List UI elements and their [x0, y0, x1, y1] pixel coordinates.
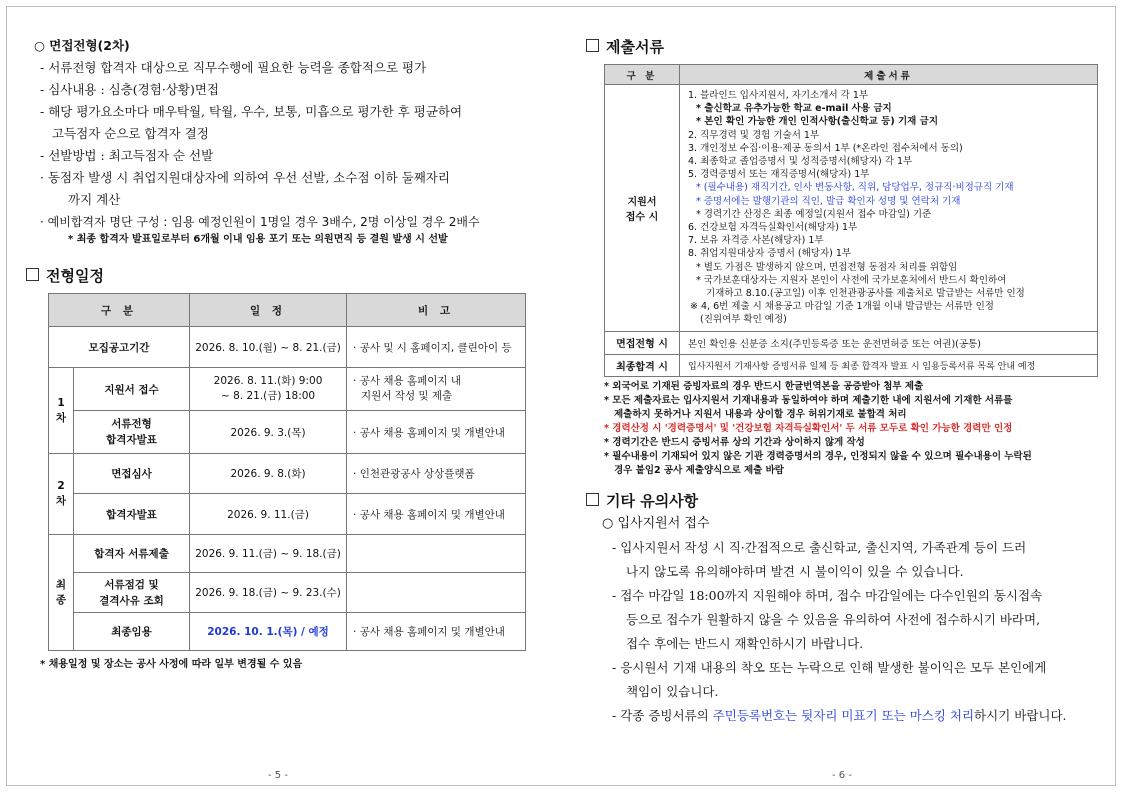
page-number-right: - 6 -	[832, 770, 852, 781]
interview-line: · 동점자 발생 시 취업지원대상자에 의하여 우선 선발, 소수점 이하 둘째자리	[40, 170, 450, 185]
interview-line: 고득점자 순으로 합격자 결정	[52, 126, 209, 141]
interview-line: - 해당 평가요소마다 매우탁월, 탁월, 우수, 보통, 미흡으로 평가한 후 평균하여	[40, 104, 463, 119]
misc-heading: 기타 유의사항	[586, 490, 1100, 512]
interview-line: - 선발방법 : 최고득점자 순 선발	[40, 148, 214, 163]
schedule-header-note: 비 고	[347, 294, 526, 327]
checkbox-square-icon	[26, 268, 39, 281]
left-page	[34, 36, 534, 672]
table-row: 최 종 합격자 서류제출 2026. 9. 11.(금) ~ 9. 18.(금)	[49, 535, 526, 573]
documents-header-category: 구 분	[605, 65, 680, 85]
interview-line: - 심사내용 : 심층(경험·상황)면접	[40, 82, 219, 97]
table-row: 최종합격 시 입사지원서 기재사항 증빙서류 일체 등 최종 합격자 발표 시 임용등록서류 목록 안내 예정	[605, 354, 1098, 376]
documents-header-docs: 제출서류	[680, 65, 1098, 85]
interview-line: 까지 계산	[68, 192, 121, 207]
checkbox-square-icon	[586, 493, 599, 506]
table-row: 지원서 접수 시 1. 블라인드 입사지원서, 자기소개서 각 1부 * 출신학교 유추가능한 학교 e-mail 사용 금지 * 본인 확인 가능한 개인 인적사항(출신학교 등) 기재 금지 2. 직무경력 및 경험 기술서 1부 3. 개인정보 수집·이용·제공 동의서 1부 (*온라인 접수처에서 동의) 4. 최종학교 졸업증명서 및 성적증명서(해당자) 각 1부 5. 경력증명서 또는 재직증명서(해당자) 1부 * (필수내용) 재직기간, 인사 변동사항, 직위, 담당업무, 정규직·비정규직 기재 * 증명서에는 발행기관의 직인, 발급 확인자 성명 및 연락처 기재 * 경력기간 산정은 최종 예정일(지원서 접수 마감일) 기준 6. 건강보험 자격득실확인서(해당자) 1부 7. 보유 자격증 사본(해당자) 1부 8. 취업지원대상자 증명서 (해당자) 1부 * 별도 가점은 발생하지 않으며, 면접전형 동점자 처리를 위함임 * 국가보훈대상자는 지원자 본인이 사전에 국가보훈처에서 반드시 확인하여 기재하고 8.10.(공고일) 이후 인천관광공사를 제출처로 발급받는 서류만 인정 ※ 4, 6번 제출 시 채용공고 마감일 기준 1개월 이내 발급받는 서류만 인정 (진위여부 확인 예정)	[605, 85, 1098, 332]
right-page: 제출서류 구 분 제출서류 지원서 접수 시 1. 블라인드 입사지원서, 자기소개서 각 1부 * 출신학교 유추가능한 학교 e-mail 사용 금지 * 본인 확인 가능한 개인 인적사항(출신학교 등) 기재 금지 2. 직무경력 및 경험 기술서 1부 3. 개인정보 수집·이용·제공 동의서 1부 (*온라인 접수처에서 동의) 4. 최종학교 졸업증명서 및 성적증명서(해당자) 각 1부 5. 경력증명서 또는 재직증명서(해당자) 1부 * (필수내용) 재직기간, 인사 변동사항, 직위, 담당업무, 정규직·비정규직 기재 * 증명서에는 발행기관의 직인, 발급 확인자 성명 및 연락처 기재 * 경력기간 산정은 최종 예정일(지원서 접수 마감일) 기준 6. 건강보험 자격득실확인서(해당자) 1부 7. 보유 자격증 사본(해당자) 1부 8. 취업지원대상자 증명서 (해당자) 1부 * 별도 가점은 발생하지 않으며, 면접전형 동점자 처리를 위함임 * 국가보훈대상자는 지원자 본인이 사전에 국가보훈처에서 반드시 확인하여 기재하고 8.10.(공고일) 이후 인천관광공사를 제출처로 발급받는 서류만 인정 ※ 4, 6번 제출 시 채용공고 마감일 기준 1개월 이내 발급받는 서류만 인정 (진위여부 확인 예정) 면접전형 시 본인 확인용 신분증 소지(주민등록증 또는 운전면허증 또는 여권)(공통) 최종합격 시 입사지원서 기재사항 증빙서류 일체 등 최종 합격자 발표 시 임용등록서류 목록 안내 예정 * 외국어로 기재된 증빙자료의 경우 반드시 한글번역본을 공증받아 첨부 제출 * 모든 제출자료는 입사지원서 기재내용과 동일하여야 하며 제출기한 내에 지원서에 기재한 서류를 제출하지 못하거나 지원서 내용과 상이할 경우 허위기재로 불합격 처리 * 경력산정 시 '경력증명서' 및 '건강보험 자격득실확인서' 두 서류 모두로 확인 가능한 경력만 인정 * 경력기간은 반드시 증빙서류 상의 기간과 상이하지 않게 작성 * 필수내용이 기재되어 있지 않은 기관 경력증명서의 경우, 인정되지 않을 수 있으며 필수내용이 누락된 경우 붙임2 공사 제출양식으로 제출 바람 기타 유의사항 ○ 입사지원서 접수 - 입사지원서 작성 시 직·간접적으로 출신학교, 출신지역, 가족관계 등이 드러 나지 않도록 유의해야하며 발견 시 불이익이 있을 수 있습니다. - 접수 마감일 18:00까지 지원해야 하며, 접수 마감일에는 다수인원의 동시접속 등으로 접수가 원활하지 않을 수 있음을 유의하여 사전에 접수하시기 바라며, 접수 후에는 반드시 재확인하시기 바랍니다. - 응시원서 기재 내용의 착오 또는 누락으로 인해 발생한 불이익은 모두 본인에게 책임이 있습니다. - 각종 증빙서류의 주민등록번호는 뒷자리 미표기 또는 마스킹 처리하시기 바랍니다.	[586, 36, 1100, 726]
checkbox-square-icon	[586, 39, 599, 52]
table-row: 합격자발표 2026. 9. 11.(금) · 공사 채용 홈페이지 및 개별안내	[49, 494, 526, 535]
misc-subtitle: ○ 입사지원서 접수	[602, 515, 710, 531]
interview-line: · 예비합격자 명단 구성 : 임용 예정인원이 1명일 경우 3배수, 2명 이상일 경우 2배수	[40, 215, 480, 229]
documents-heading: 제출서류	[586, 36, 1100, 58]
interview-note: * 최종 합격자 발표일로부터 6개월 이내 임용 포기 또는 의원면직 등 결원 발생 시 선발	[68, 234, 448, 245]
misc-masking-line: - 각종 증빙서류의 주민등록번호는 뒷자리 미표기 또는 마스킹 처리하시기 바랍니다.	[612, 707, 1067, 723]
schedule-header-category: 구 분	[49, 294, 190, 327]
table-row: 서류전형 합격자발표 2026. 9. 3.(목) · 공사 채용 홈페이지 및 개별안내	[49, 411, 526, 454]
schedule-header-date: 일 정	[190, 294, 347, 327]
application-documents-cell: 1. 블라인드 입사지원서, 자기소개서 각 1부 * 출신학교 유추가능한 학교 e-mail 사용 금지 * 본인 확인 가능한 개인 인적사항(출신학교 등) 기재 금지 2. 직무경력 및 경험 기술서 1부 3. 개인정보 수집·이용·제공 동의서 1부 (*온라인 접수처에서 동의) 4. 최종학교 졸업증명서 및 성적증명서(해당자) 각 1부 5. 경력증명서 또는 재직증명서(해당자) 1부 * (필수내용) 재직기간, 인사 변동사항, 직위, 담당업무, 정규직·비정규직 기재 * 증명서에는 발행기관의 직인, 발급 확인자 성명 및 연락처 기재 * 경력기간 산정은 최종 예정일(지원서 접수 마감일) 기준 6. 건강보험 자격득실확인서(해당자) 1부 7. 보유 자격증 사본(해당자) 1부 8. 취업지원대상자 증명서 (해당자) 1부 * 별도 가점은 발생하지 않으며, 면접전형 동점자 처리를 위함임 * 국가보훈대상자는 지원자 본인이 사전에 국가보훈처에서 반드시 확인하여 기재하고 8.10.(공고일) 이후 인천관광공사를 제출처로 발급받는 서류만 인정 ※ 4, 6번 제출 시 채용공고 마감일 기준 1개월 이내 발급받는 서류만 인정 (진위여부 확인 예정)	[680, 85, 1098, 332]
page-number-left: - 5 -	[268, 770, 288, 781]
table-row: 면접전형 시 본인 확인용 신분증 소지(주민등록증 또는 운전면허증 또는 여권)(공통)	[605, 331, 1098, 354]
table-row: 최종임용 2026. 10. 1.(목) / 예정 · 공사 채용 홈페이지 및 개별안내	[49, 613, 526, 651]
table-row: 서류점검 및 결격사유 조회 2026. 9. 18.(금) ~ 9. 23.(수)	[49, 573, 526, 613]
table-row: 모집공고기간 2026. 8. 10.(월) ~ 8. 21.(금) · 공사 및 시 홈페이지, 클린아이 등	[49, 327, 526, 368]
documents-table	[604, 64, 1098, 377]
interview-line: - 서류전형 합격자 대상으로 직무수행에 필요한 능력을 종합적으로 평가	[40, 60, 427, 75]
table-row: 1 차 지원서 접수 2026. 8. 11.(화) 9:00 ~ 8. 21.(금) 18:00 · 공사 채용 홈페이지 내 지원서 작성 및 제출	[49, 368, 526, 411]
interview-section-title: ○ 면접전형(2차)	[34, 38, 130, 53]
table-row: 2 차 면접심사 2026. 9. 8.(화) · 인천관광공사 상상플랫폼	[49, 454, 526, 494]
schedule-table	[48, 293, 526, 651]
schedule-heading: 전형일정	[26, 265, 534, 287]
documents-notes: * 외국어로 기재된 증빙자료의 경우 반드시 한글번역본을 공증받아 첨부 제출 * 모든 제출자료는 입사지원서 기재내용과 동일하여야 하며 제출기한 내에 지원서에 기재한 서류를 제출하지 못하거나 지원서 내용과 상이할 경우 허위기재로 불합격 처리 * 경력산정 시 '경력증명서' 및 '건강보험 자격득실확인서' 두 서류 모두로 확인 가능한 경력만 인정 * 경력기간은 반드시 증빙서류 상의 기간과 상이하지 않게 작성 * 필수내용이 기재되어 있지 않은 기관 경력증명서의 경우, 인정되지 않을 수 있으며 필수내용이 누락된 경우 붙임2 공사 제출양식으로 제출 바람	[604, 380, 1032, 476]
schedule-note: * 채용일정 및 장소는 공사 사정에 따라 일부 변경될 수 있음	[40, 659, 303, 670]
